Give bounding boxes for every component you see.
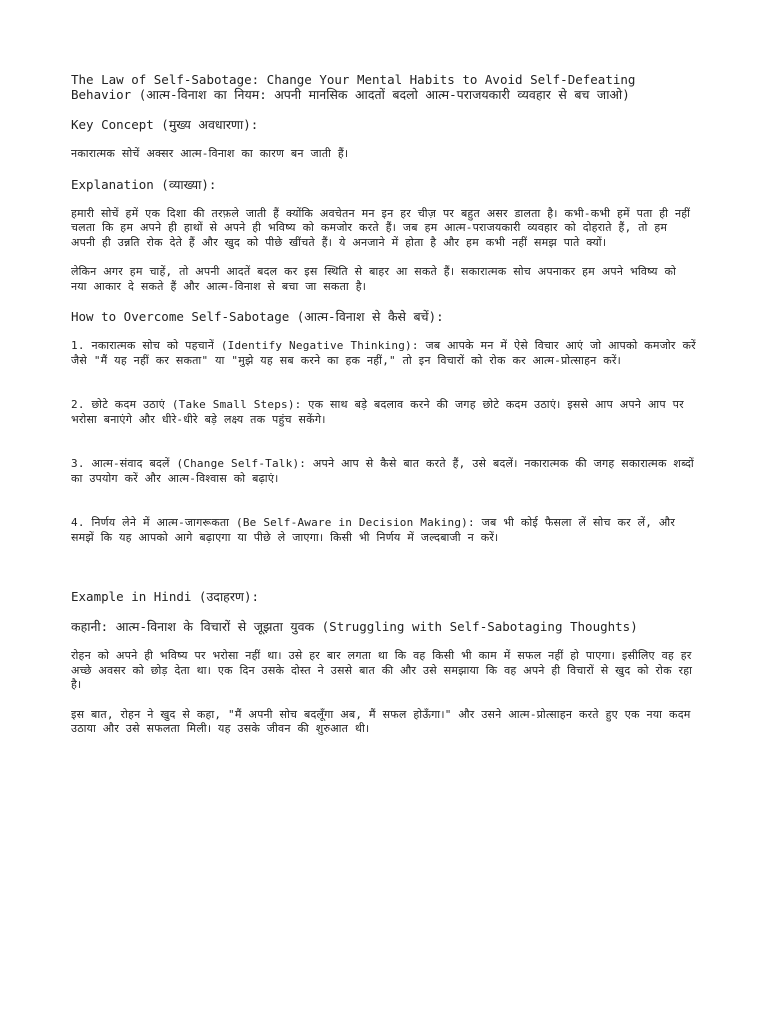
example-subheading: कहानी: आत्म-विनाश के विचारों से जूझता युवक (Struggling with Self-Sabotaging Thoughts) (71, 619, 638, 634)
document-title: The Law of Self-Sabotage: Change Your Mental Habits to Avoid Self-Defeating Behavior (आत्म-विनाश का नियम: अपनी मानसिक आदतों बदलो आत्म-पराजयकारी व्यवहार से बच जाओ) (71, 72, 643, 102)
step-4: 4. निर्णय लेने में आत्म-जागरूकता (Be Self-Aware in Decision Making): जब भी कोई फैसला लें सोच कर लें, और समझें कि यह आपको आगे बढ़ाएगा या पीछे ले जाएगा। किसी भी निर्णय में जल्दबाजी न करें। (71, 516, 682, 544)
explanation-paragraph-1: हमारी सोचें हमें एक दिशा की तरफ़ले जाती हैं क्योंकि अवचेतन मन इन हर चीज़ पर बहुत असर डालता है। कभी-कभी हमें पता ही नहीं चलता कि हम अपने ही हाथों से अपने ही भविष्य को कमजोर करते हैं। जब हम आत्म-पराजयकारी व्यवहार को दोहराते हैं, तो हम अपनी ही उन्नति रोक देते हैं और खुद को पीछे खींचते हैं। ये अनजाने में होता है और हम कभी नहीं समझ पाते क्यों। (71, 206, 697, 249)
step-3: 3. आत्म-संवाद बदलें (Change Self-Talk): अपने आप से कैसे बात करते हैं, उसे बदलें। नकारात्मक की जगह सकारात्मक शब्दों का उपयोग करें और आत्म-विश्वास को बढ़ाएं। (71, 457, 701, 485)
key-concept-heading: Key Concept (मुख्य अवधारणा): (71, 117, 259, 132)
example-paragraph-1: रोहन को अपने ही भविष्य पर भरोसा नहीं था। उसे हर बार लगता था कि वह किसी भी काम में सफल नहीं हो पाएगा। इसीलिए वह हर अच्छे अवसर को छोड़ देता था। एक दिन उसके दोस्त ने उससे बात की और उसे समझाया कि वह अपने ही विचारों से खुद को रोक रहा है। (71, 649, 699, 691)
overcome-heading: How to Overcome Self-Sabotage (आत्म-विनाश से कैसे बचें): (71, 309, 444, 324)
step-2: 2. छोटे कदम उठाएं (Take Small Steps): एक साथ बड़े बदलाव करने की जगह छोटे कदम उठाएं। इससे आप अपने आप पर भरोसा बनाएंगे और धीरे-धीरे बड़े लक्ष्य तक पहुंच सकेंगे। (71, 398, 691, 426)
explanation-paragraph-2: लेकिन अगर हम चाहें, तो अपनी आदतें बदल कर इस स्थिति से बाहर आ सकते हैं। सकारात्मक सोच अपनाकर हम अपने भविष्य को नया आकार दे सकते हैं और आत्म-विनाश से बचा जा सकता है। (71, 265, 683, 293)
step-1: 1. नकारात्मक सोच को पहचानें (Identify Negative Thinking): जब आपके मन में ऐसे विचार आएं जो आपको कमजोर करें जैसे "मैं यह नहीं कर सकता" या "मुझे यह सब करने का हक नहीं," तो इन विचारों को रोक कर आत्म-प्रोत्साहन करें। (71, 339, 703, 367)
example-heading: Example in Hindi (उदाहरण): (71, 589, 260, 604)
key-concept-text: नकारात्मक सोचें अक्सर आत्म-विनाश का कारण बन जाती हैं। (71, 147, 349, 160)
example-paragraph-2: इस बात, रोहन ने खुद से कहा, "मैं अपनी सोच बदलूँगा अब, मैं सफल होऊँगा।" और उसने आत्म-प्रोत्साहन करते हुए एक नया कदम उठाया और उसे सफलता मिली। यह उसके जीवन की शुरुआत थी। (71, 707, 698, 735)
explanation-heading: Explanation (व्याख्या): (71, 176, 217, 192)
